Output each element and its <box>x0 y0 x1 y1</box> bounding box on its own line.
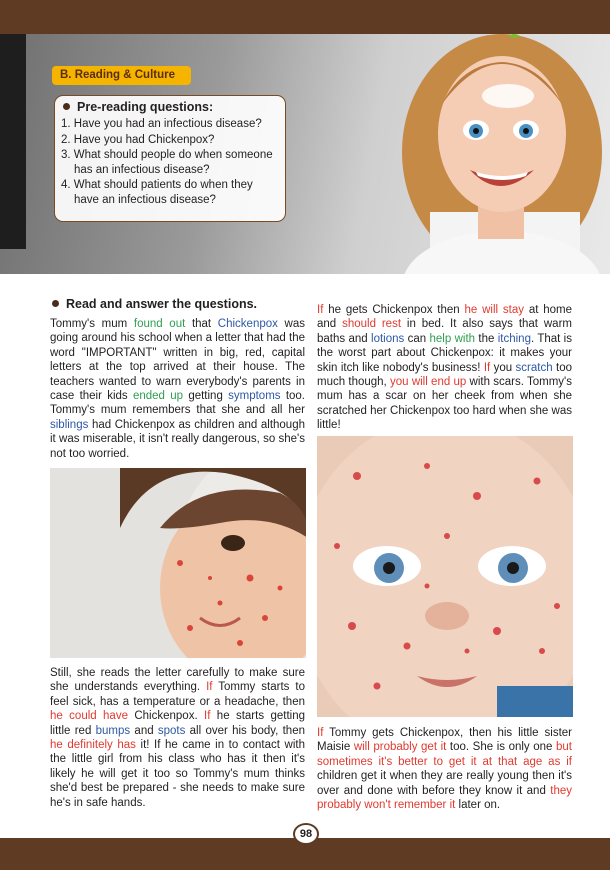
left-paragraph-2: Still, she reads the letter carefully to make sure she understands everything. If Tommy starts to feel sick, has a temperature or a headache, then he could have Chickenpox. If he starts getting little red bumps and spots all over his body, then he definitely has it! If he came in to contact with the little girl from his class who has it then it's likely he will get it too so Tommy's mum thinks she'd best be prepared - she needs to make sure he's in safe hands. <box>50 667 305 809</box>
prereading-question-2: 2. Have you had Chickenpox? <box>61 133 215 146</box>
section-tag: B. Reading & Culture <box>52 66 191 85</box>
smiling-girl-photo <box>390 34 610 274</box>
baby-with-chickenpox-photo <box>317 436 573 717</box>
prereading-question-3: 3. What should people do when someone has an infectious disease? <box>61 149 273 176</box>
read-and-answer-heading: Read and answer the questions. <box>52 297 257 311</box>
boy-with-chickenpox-photo <box>50 468 306 658</box>
top-border-bar <box>0 0 610 34</box>
dark-corner-shape <box>0 34 26 249</box>
left-paragraph-1: Tommy's mum found out that Chickenpox was going around his school when a letter that had the word "IMPORTANT" written in big, red, capital letters at the top arrived at their house. The teachers wanted to warn everybody's parents in case their kids ended up getting symptoms too. Tommy's mum remembers that she and all her siblings had Chickenpox as children and although it was miserable, it isn't really dangerous, so she's not too worried. <box>50 318 305 460</box>
prereading-question-1: 1. Have you had an infectious disease? <box>61 118 262 130</box>
right-paragraph-1: If he gets Chickenpox then he will stay at home and should rest in bed. It also says that warm baths and lotions can help with the itching. That is the worst part about Chickenpox: it makes your skin itch like nobody's business! If you scratch too much though, you will end up with scars. Tommy's mum has a scar on her cheek from when she scratched her Chickenpox too hard when she was little! <box>317 304 572 432</box>
prereading-title: Pre-reading questions: <box>63 100 279 114</box>
prereading-questions-box <box>54 95 286 222</box>
right-paragraph-2: If Tommy gets Chickenpox, then his little sister Maisie will probably get it too. She is only one but sometimes it's better to get it at that age as if children get it when they are really young then it's over and done with before they know it and they probably won't remember it later on. <box>317 727 572 812</box>
page-number: 98 <box>293 823 319 845</box>
bullet-dot-icon <box>52 300 59 307</box>
bullet-dot-icon <box>63 103 70 110</box>
prereading-question-4: 4. What should patients do when they have an infectious disease? <box>61 179 253 206</box>
